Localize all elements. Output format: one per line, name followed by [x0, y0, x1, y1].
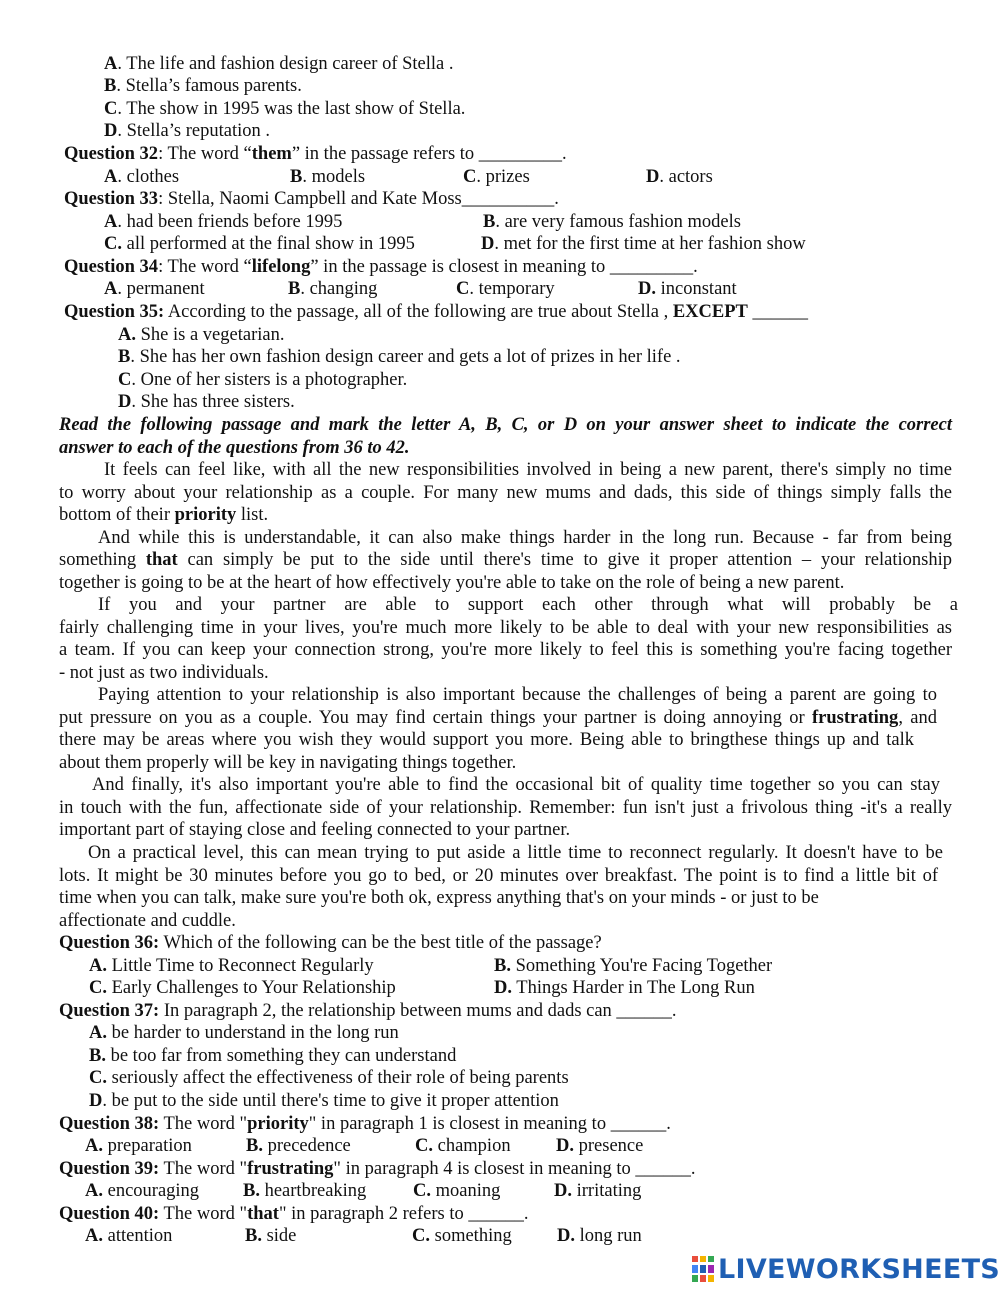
- q36-option-a[interactable]: A. Little Time to Reconnect Regularly: [89, 956, 374, 976]
- q34-option-c[interactable]: C. temporary: [456, 279, 555, 299]
- q34-option-a[interactable]: A. permanent: [104, 279, 205, 299]
- passage-p4-line1: Paying attention to your relationship is also important because the challenges of being a parent are going to: [98, 685, 937, 705]
- q35-stem: Question 35: According to the passage, all of the following are true about Stella , EXCEPT ______: [64, 302, 808, 322]
- instructions-line2: answer to each of the questions from 36 to 42.: [59, 438, 410, 458]
- q36-stem: Question 36: Which of the following can be the best title of the passage?: [59, 933, 602, 953]
- q39-option-d[interactable]: D. irritating: [554, 1181, 642, 1201]
- q33-option-b[interactable]: B. are very famous fashion models: [483, 212, 741, 232]
- q37-option-a[interactable]: A. be harder to understand in the long run: [89, 1023, 399, 1043]
- q40-option-d[interactable]: D. long run: [557, 1226, 642, 1246]
- q39-option-a[interactable]: A. encouraging: [85, 1181, 200, 1201]
- q40-option-a[interactable]: A. attention: [85, 1226, 173, 1246]
- passage-p3-line1: If you and your partner are able to support each other through what will probably be a: [98, 595, 958, 615]
- liveworksheets-logo-icon: [692, 1256, 714, 1282]
- q36-option-c[interactable]: C. Early Challenges to Your Relationship: [89, 978, 396, 998]
- q37-stem: Question 37: In paragraph 2, the relationship between mums and dads can ______.: [59, 1001, 677, 1021]
- passage-p6-line1: On a practical level, this can mean trying to put aside a little time to reconnect regularly. It doesn't have to be: [88, 843, 943, 863]
- q35-option-a[interactable]: A. She is a vegetarian.: [118, 325, 285, 345]
- passage-p6-line4: affectionate and cuddle.: [59, 911, 236, 931]
- q37-option-d[interactable]: D. be put to the side until there's time to give it proper attention: [89, 1091, 559, 1111]
- q35-option-d[interactable]: D. She has three sisters.: [118, 392, 295, 412]
- q33-option-a[interactable]: A. had been friends before 1995: [104, 212, 343, 232]
- passage-p2-line2: something that can simply be put to the side until there's time to give it proper attention – your relationship: [59, 550, 952, 570]
- q39-stem: Question 39: The word "frustrating" in paragraph 4 is closest in meaning to ______.: [59, 1159, 696, 1179]
- q32-option-d[interactable]: D. actors: [646, 167, 713, 187]
- q33-option-c[interactable]: C. all performed at the final show in 1995: [104, 234, 415, 254]
- q39-option-b[interactable]: B. heartbreaking: [243, 1181, 367, 1201]
- passage-p1-line1: It feels can feel like, with all the new responsibilities involved in being a new parent, there's simply no time: [104, 460, 952, 480]
- passage-p3-line4: - not just as two individuals.: [59, 663, 269, 683]
- q32-option-a[interactable]: A. clothes: [104, 167, 180, 187]
- passage-p3-line3: a team. If you can keep your connection strong, you're more likely to feel this is something you're facing together: [59, 640, 952, 660]
- q40-option-b[interactable]: B. side: [245, 1226, 297, 1246]
- q33-option-d[interactable]: D. met for the first time at her fashion show: [481, 234, 806, 254]
- q32-option-c[interactable]: C. prizes: [463, 167, 530, 187]
- q37-option-b[interactable]: B. be too far from something they can understand: [89, 1046, 457, 1066]
- q38-stem: Question 38: The word "priority" in paragraph 1 is closest in meaning to ______.: [59, 1114, 671, 1134]
- passage-p1-line3: bottom of their priority list.: [59, 505, 269, 525]
- q38-option-b[interactable]: B. precedence: [246, 1136, 351, 1156]
- liveworksheets-logo[interactable]: [692, 1254, 1000, 1284]
- q35-option-b[interactable]: B. She has her own fashion design career and gets a lot of prizes in her life .: [118, 347, 681, 367]
- q40-option-c[interactable]: C. something: [412, 1226, 512, 1246]
- passage-p6-line3: time when you can talk, make sure you're both ok, express anything that's on your minds - or just to be: [59, 888, 819, 908]
- passage-p4-line2: put pressure on you as a couple. You may find certain things your partner is doing annoying or frustrating, and: [59, 708, 937, 728]
- passage-p5-line1: And finally, it's also important you're able to find the occasional bit of quality time together so you can stay: [92, 775, 940, 795]
- q38-option-a[interactable]: A. preparation: [85, 1136, 192, 1156]
- q32-stem: Question 32: The word “them” in the passage refers to _________.: [64, 144, 567, 164]
- passage-p6-line2: lots. It might be 30 minutes before you go to bed, or 20 minutes over breakfast. The point is to find a little bit of: [59, 866, 938, 886]
- passage-p2-line1: And while this is understandable, it can also make things harder in the long run. Because - far from being: [98, 528, 952, 548]
- q31-option-a[interactable]: A. The life and fashion design career of Stella .: [104, 54, 454, 74]
- passage-p5-line3: important part of staying close and feeling connected to your partner.: [59, 820, 571, 840]
- q34-option-b[interactable]: B. changing: [288, 279, 378, 299]
- q31-option-d[interactable]: D. Stella’s reputation .: [104, 121, 270, 141]
- q35-option-c[interactable]: C. One of her sisters is a photographer.: [118, 370, 408, 390]
- q34-option-d[interactable]: D. inconstant: [638, 279, 737, 299]
- passage-p4-line4: about them properly will be key in navigating things together.: [59, 753, 517, 773]
- passage-p2-line3: together is going to be at the heart of how effectively you're able to take on the role of being a new parent.: [59, 573, 845, 593]
- passage-p1-line2: to worry about your relationship as a couple. For many new mums and dads, this side of things simply falls the: [59, 483, 952, 503]
- passage-p4-line3: there may be areas where you wish they would support you more. Being able to bringthese things up and talk: [59, 730, 914, 750]
- instructions-line1: Read the following passage and mark the letter A, B, C, or D on your answer sheet to indicate the correct: [59, 415, 952, 435]
- passage-p5-line2: in touch with the fun, affectionate side of your relationship. Remember: fun isn't just a frivolous thing -it's a really: [59, 798, 952, 818]
- q39-option-c[interactable]: C. moaning: [413, 1181, 501, 1201]
- q37-option-c[interactable]: C. seriously affect the effectiveness of their role of being parents: [89, 1068, 569, 1088]
- passage-p3-line2: fairly challenging time in your lives, you're much more likely to be able to deal with your new responsibilities as: [59, 618, 952, 638]
- q34-stem: Question 34: The word “lifelong” in the passage is closest in meaning to _________.: [64, 257, 698, 277]
- liveworksheets-logo-text: LIVEWORKSHEETS: [718, 1253, 1000, 1285]
- q36-option-d[interactable]: D. Things Harder in The Long Run: [494, 978, 755, 998]
- q31-option-c[interactable]: C. The show in 1995 was the last show of Stella.: [104, 99, 466, 119]
- q33-stem: Question 33: Stella, Naomi Campbell and Kate Moss__________.: [64, 189, 559, 209]
- q36-option-b[interactable]: B. Something You're Facing Together: [494, 956, 773, 976]
- q31-option-b[interactable]: B. Stella’s famous parents.: [104, 76, 302, 96]
- q38-option-c[interactable]: C. champion: [415, 1136, 511, 1156]
- q38-option-d[interactable]: D. presence: [556, 1136, 644, 1156]
- q32-option-b[interactable]: B. models: [290, 167, 366, 187]
- q40-stem: Question 40: The word "that" in paragraph 2 refers to ______.: [59, 1204, 529, 1224]
